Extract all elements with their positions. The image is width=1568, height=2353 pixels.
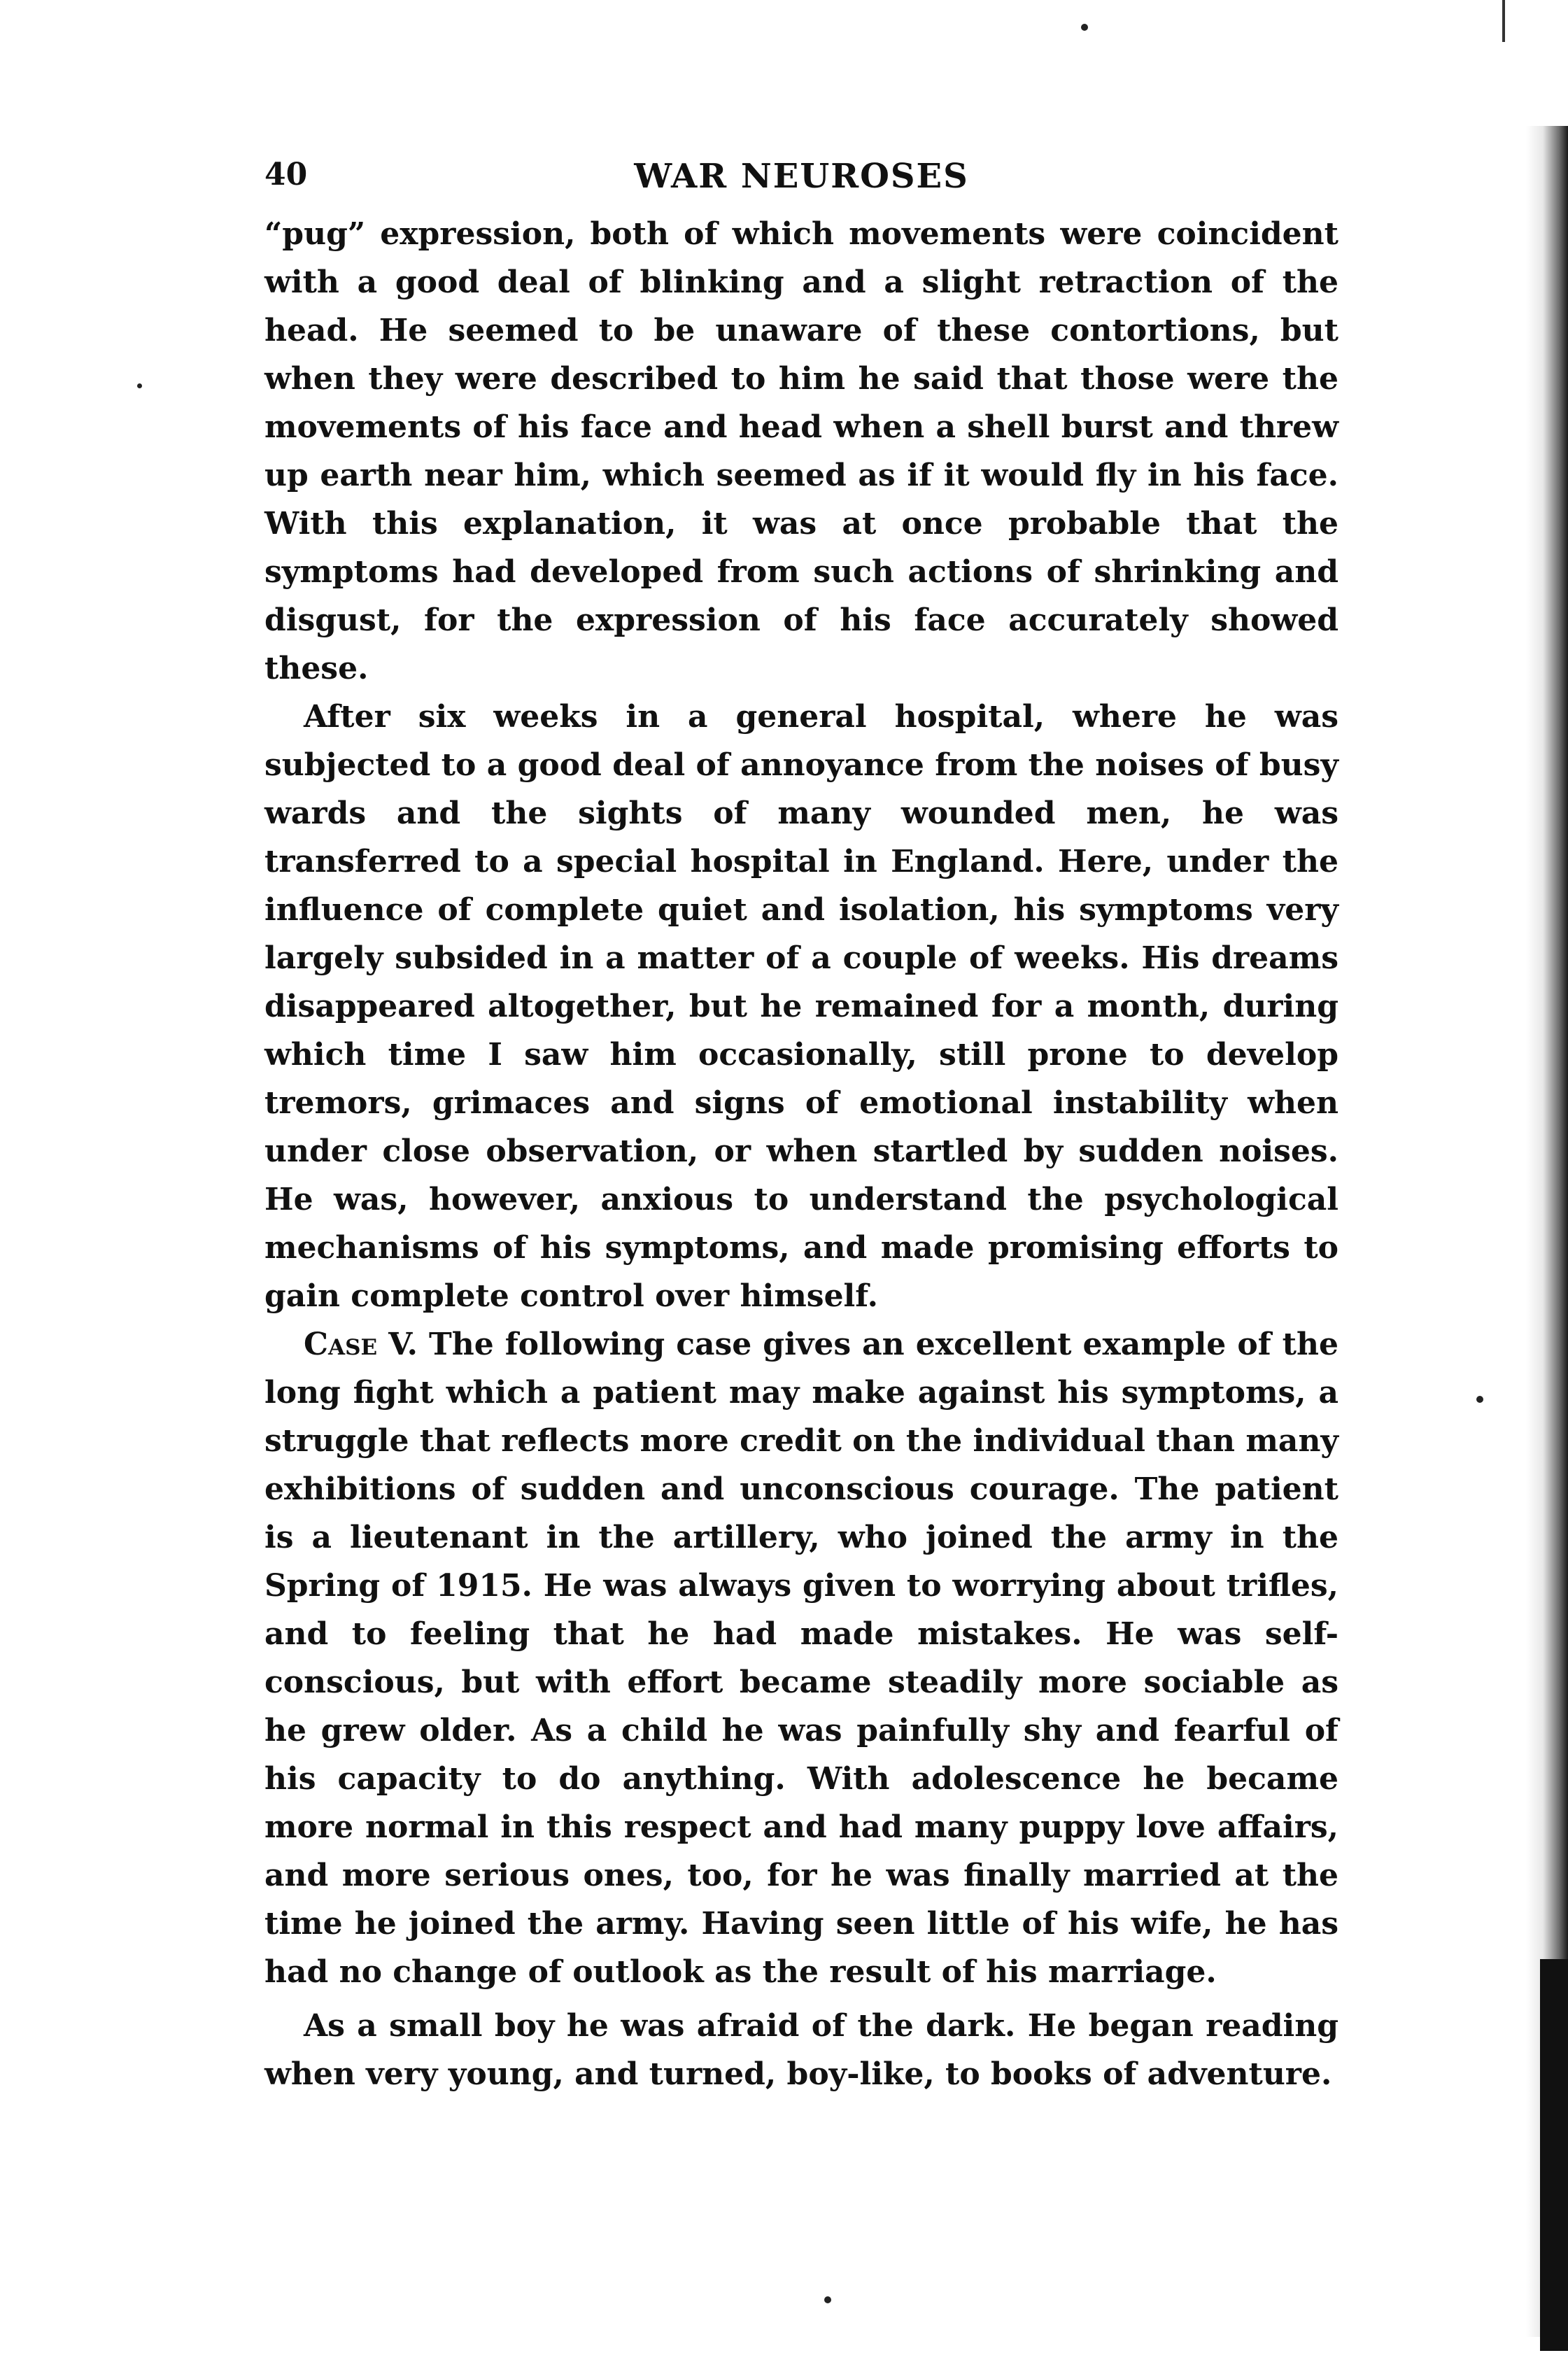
paragraph: As a small boy he was afraid of the dark. He began reading when very young, and turned, boy-like, to books of adventure. [264, 2008, 1339, 2092]
running-head: WAR NEUROSES [634, 157, 969, 196]
page-edge-mark [1502, 0, 1505, 42]
body-text [264, 210, 1339, 2098]
paragraph-text: The following case gives an excellent example of the long fight which a patient may make against his symptoms, a struggle that reflects more credit on the individual than many exhibitions of sudden and unconscious courage. The patient is a lieutenant in the artillery, who joined the army in the Spring of 1915. He was always given to worrying about trifles, and to feeling that he had made mistakes. He was self-conscious, but with effort became steadily more sociable as he grew older. As a child he was painfully shy and fearful of his capacity to do anything. With adolescence he became more normal in this respect and had many puppy love affairs, and more serious ones, too, for he was finally married at the time he joined the army. Having seen little of his wife, he has had no change of outlook as the result of his marriage. [264, 1327, 1339, 1990]
paper-speck [1476, 1396, 1483, 1403]
paragraph [264, 1320, 1339, 1996]
case-label: Case V. [304, 1327, 418, 1362]
paper-speck [1081, 24, 1088, 31]
book-page [264, 147, 1339, 2098]
page-header [264, 147, 1339, 210]
paragraph: After six weeks in a general hospital, where he was subjected to a good deal of annoyance from the noises of busy wards and the sights of many wounded men, he was transferred to a special hospital in England. Here, under the influence of complete quiet and isolation, his symptoms very largely subsided in a matter of a couple of weeks. His dreams disappeared altogether, but he remained for a month, during which time I saw him occasionally, still prone to develop tremors, grimaces and signs of emotional instability when under close observation, or when startled by sudden noises. He was, however, anxious to understand the psychological mechanisms of his symptoms, and made promising efforts to gain complete control over himself. [264, 699, 1339, 1314]
paper-speck [137, 383, 142, 388]
paper-speck [824, 2296, 831, 2303]
paragraph: “pug” expression, both of which movements were coincident with a good deal of blinking and a slight retraction of the head. He seemed to be unaware of these contortions, but when they were described to him he said that those were the movements of his face and head when a shell burst and threw up earth near him, which seemed as if it would fly in his face. With this explanation, it was at once probable that the symptoms had developed from such actions of shrinking and disgust, for the expression of his face accurately showed these. [264, 216, 1339, 686]
page-number: 40 [264, 157, 308, 192]
binding-dark-edge [1540, 1959, 1568, 2351]
